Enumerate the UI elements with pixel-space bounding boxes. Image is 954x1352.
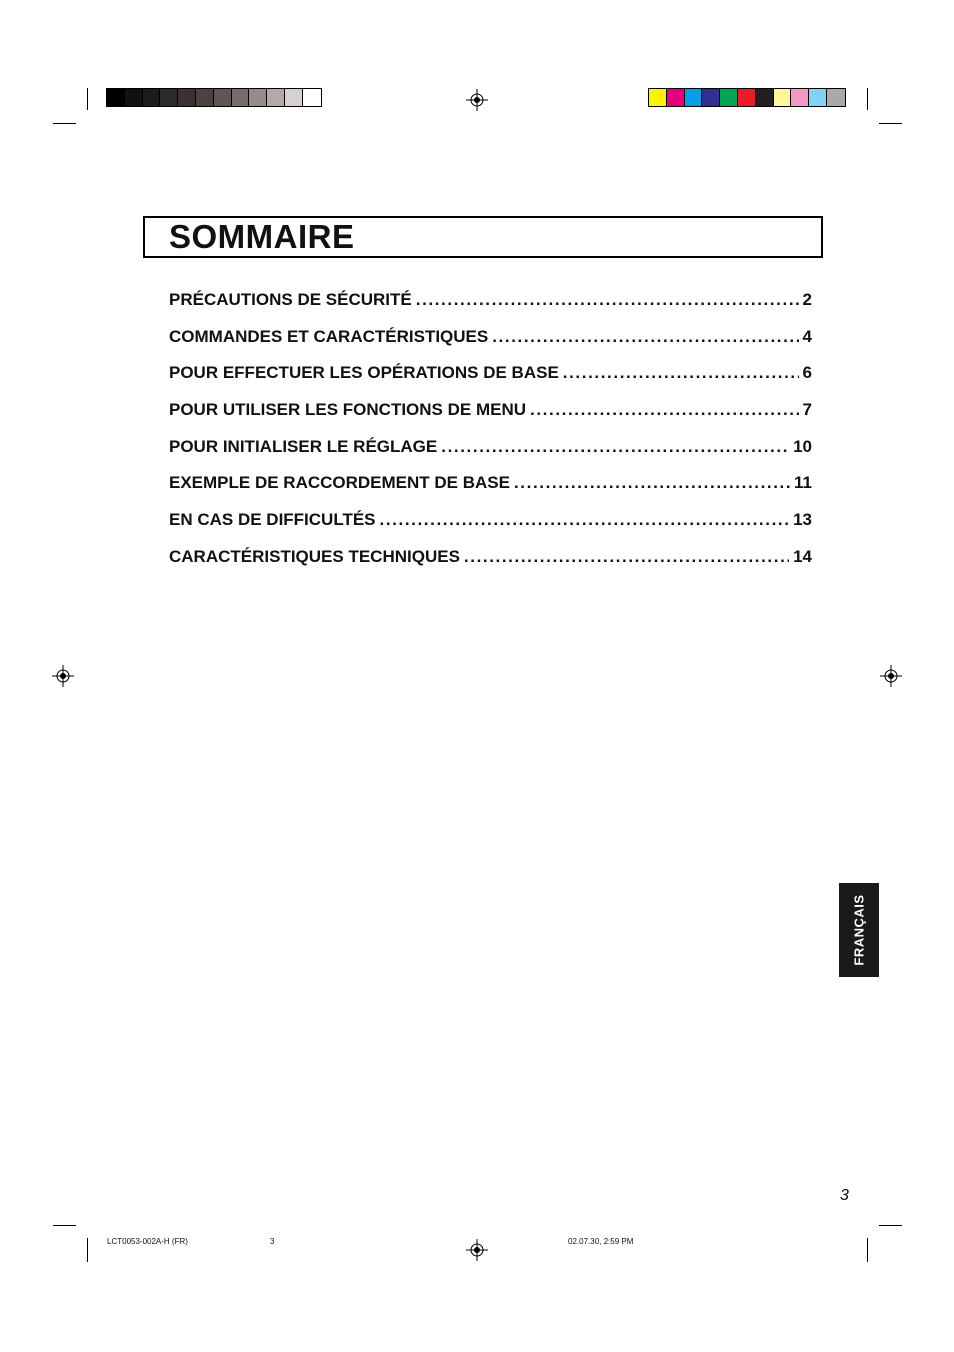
table-of-contents (169, 290, 812, 584)
color-swatch (214, 89, 232, 106)
color-swatch (232, 89, 250, 106)
toc-entry-label: COMMANDES ET CARACTÉRISTIQUES (169, 326, 489, 346)
color-swatch (791, 89, 809, 106)
color-swatch (196, 89, 214, 106)
color-swatch (756, 89, 774, 106)
page-title-box (143, 216, 823, 258)
toc-dot-leader (514, 473, 790, 493)
color-swatch (160, 89, 178, 106)
toc-dot-leader (464, 547, 789, 567)
color-swatch (249, 89, 267, 106)
page-number: 3 (840, 1187, 849, 1204)
crop-mark (867, 88, 868, 110)
toc-entry-label: POUR EFFECTUER LES OPÉRATIONS DE BASE (169, 363, 559, 383)
color-swatch (143, 89, 161, 106)
toc-entry (169, 547, 812, 584)
toc-entry-page: 14 (793, 546, 812, 566)
crop-mark (87, 88, 88, 110)
color-swatch (267, 89, 285, 106)
toc-dot-leader (563, 363, 799, 383)
registration-crosshair-icon (466, 1239, 488, 1261)
page-title: SOMMAIRE (169, 218, 355, 255)
registration-crosshair-icon (52, 665, 74, 687)
toc-entry-page: 6 (802, 363, 812, 383)
crop-mark (879, 123, 902, 124)
toc-entry (169, 510, 812, 547)
toc-entry-page: 7 (802, 400, 812, 420)
crop-mark (53, 123, 76, 124)
toc-dot-leader (416, 290, 799, 310)
toc-entry-label: POUR INITIALISER LE RÉGLAGE (169, 436, 438, 456)
color-swatch (107, 89, 125, 106)
toc-entry (169, 290, 812, 327)
crop-mark (879, 1225, 902, 1226)
color-swatch (809, 89, 827, 106)
toc-entry-label: EN CAS DE DIFFICULTÉS (169, 510, 376, 530)
color-swatch (667, 89, 685, 106)
language-tab-label: FRANÇAIS (851, 894, 867, 966)
toc-entry (169, 327, 812, 364)
toc-entry-label: CARACTÉRISTIQUES TECHNIQUES (169, 546, 460, 566)
color-swatch (685, 89, 703, 106)
toc-entry (169, 400, 812, 437)
crop-mark (867, 1238, 868, 1262)
toc-dot-leader (380, 510, 790, 530)
color-swatch (827, 89, 845, 106)
color-swatch (649, 89, 667, 106)
color-calibration-bar (648, 88, 846, 107)
crop-mark (53, 1225, 76, 1226)
toc-entry (169, 437, 812, 474)
color-swatch (178, 89, 196, 106)
color-swatch (738, 89, 756, 106)
toc-entry-label: EXEMPLE DE RACCORDEMENT DE BASE (169, 473, 510, 493)
toc-entry (169, 473, 812, 510)
color-swatch (125, 89, 143, 106)
grayscale-calibration-bar (106, 88, 322, 107)
color-swatch (774, 89, 792, 106)
toc-entry-label: POUR UTILISER LES FONCTIONS DE MENU (169, 400, 527, 420)
toc-dot-leader (441, 437, 789, 457)
language-tab (839, 883, 879, 977)
color-swatch (702, 89, 720, 106)
footer-doc-code: LCT0053-002A-H (FR) (107, 1237, 188, 1246)
color-swatch (303, 89, 321, 106)
registration-crosshair-icon (880, 665, 902, 687)
toc-dot-leader (492, 327, 798, 347)
toc-entry-page: 11 (794, 473, 812, 493)
toc-entry-page: 2 (802, 290, 812, 309)
toc-entry-page: 10 (793, 436, 812, 456)
registration-crosshair-icon (466, 89, 488, 111)
color-swatch (720, 89, 738, 106)
color-swatch (285, 89, 303, 106)
toc-entry-label: PRÉCAUTIONS DE SÉCURITÉ (169, 290, 412, 309)
toc-entry (169, 363, 812, 400)
footer-timestamp: 02.07.30, 2:59 PM (568, 1237, 634, 1246)
toc-entry-page: 4 (802, 326, 812, 346)
toc-entry-page: 13 (793, 510, 812, 530)
toc-dot-leader (530, 400, 799, 420)
footer-page: 3 (270, 1237, 275, 1246)
crop-mark (87, 1238, 88, 1262)
